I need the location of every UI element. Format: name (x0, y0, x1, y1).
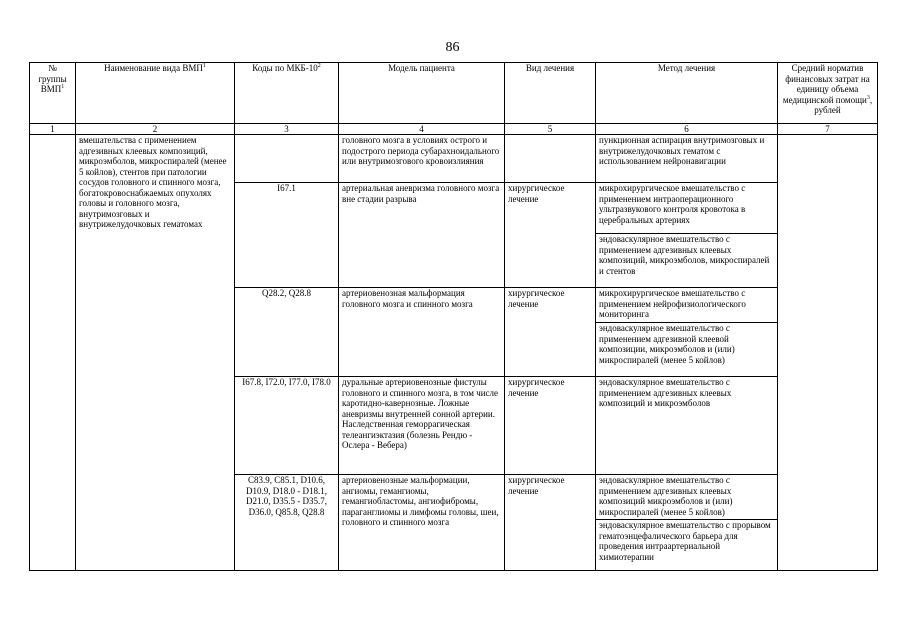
column-number: 2 (76, 124, 235, 135)
column-number: 1 (30, 124, 76, 135)
vmp-table (29, 62, 878, 571)
icd-codes-cell: C83.9, C85.1, D10.6, D10.9, D18.0 - D18.1, D21.0, D35.5 - D35.7, D36.0, Q85.8, Q28.8 (235, 475, 339, 571)
patient-model-cell: головного мозга в условиях острого и подострого периода субарахноидального или внутримозгового кровоизлияния (339, 135, 505, 183)
column-number: 6 (596, 124, 778, 135)
icd-codes-cell: Q28.2, Q28.8 (235, 288, 339, 377)
column-number-row (30, 124, 878, 135)
method-item: эндоваскулярное вмешательство с применением адгезивных клеевых композиций микроэмболов и (или) микроспиралей (менее 5 койлов) (596, 475, 777, 520)
header-cost-standard: Средний норматив финансовых затрат на единицу объема медицинской помощи$^3$, рублей (778, 63, 878, 124)
patient-model-cell: артериовенозные мальформации, ангиомы, гемангиомы, гемангиобластомы, ангиофибромы, параганглиомы и лимфомы головы, шеи, головного и спинного мозга (339, 475, 505, 571)
icd-codes-cell (235, 135, 339, 183)
column-number: 5 (505, 124, 596, 135)
method-item: эндоваскулярное вмешательство с прорывом гематоэнцефалического барьера для проведения интраартериальной химиотерапии (599, 520, 771, 562)
method-item: пункционная аспирация внутримозговых и внутрижелудочковых гематом с использованием нейронавигации (599, 135, 765, 166)
vmp-name-cell: вмешательства с применением адгезивных клеевых композиций, микроэмболов, микроспиралей (менее 5 койлов), стентов при патологии сосудов головного и спинного мозга, богатокровоснабжаемых опухолях головы и головного мозга, внутримозговых и внутрижелудочковых гематомах (76, 135, 235, 571)
table-row (30, 135, 878, 183)
patient-model-cell: артериальная аневризма головного мозга вне стадии разрыва (339, 183, 505, 288)
patient-model-cell: артериовенозная мальформация головного мозга и спинного мозга (339, 288, 505, 377)
header-treatment-type: Вид лечения (505, 63, 596, 124)
method-item: микрохирургическое вмешательство с применением нейрофизиологического мониторинга (596, 288, 777, 323)
icd-codes-cell: I67.8, I72.0, I77.0, I78.0 (235, 377, 339, 475)
header-icd-codes: Коды по МКБ-$10^2$ (235, 63, 339, 124)
treatment-method-cell (596, 377, 778, 475)
method-item: микрохирургическое вмешательство с применением интраоперационного ультразвукового контроля кровотока в церебральных артериях (596, 183, 777, 234)
group-number-cell (30, 135, 76, 571)
treatment-type-cell: хирургическое лечение (505, 377, 596, 475)
page-number: 86 (445, 40, 460, 55)
column-number: 7 (778, 124, 878, 135)
treatment-method-cell (596, 475, 778, 571)
header-treatment-method: Метод лечения (596, 63, 778, 124)
treatment-type-cell: хирургическое лечение (505, 288, 596, 377)
column-number: 3 (235, 124, 339, 135)
icd-codes-cell: I67.1 (235, 183, 339, 288)
treatment-type-cell: хирургическое лечение (505, 475, 596, 571)
header-row (30, 63, 878, 124)
header-group-number: № группы ВМП$^1$ (30, 63, 76, 124)
header-vmp-name: Наименование вида ВМП$^1$ (76, 63, 235, 124)
patient-model-cell: дуральные артериовенозные фистулы головного и спинного мозга, в том числе каротидно-кавернозные. Ложные аневризмы внутренней сонной артерии. Наследственная геморрагическая телеангиэктазия (болезнь Рендю - Ослера - Вебера) (339, 377, 505, 475)
treatment-method-cell (596, 288, 778, 377)
treatment-type-cell (505, 135, 596, 183)
method-item: эндоваскулярное вмешательство с применением адгезивной клеевой композиции, микроэмболов и (или) микроспиралей (менее 5 койлов) (599, 323, 735, 365)
method-item: эндоваскулярное вмешательство с применением адгезивных клеевых композиций и микроэмболов (599, 377, 732, 408)
column-number: 4 (339, 124, 505, 135)
treatment-method-cell (596, 135, 778, 183)
header-patient-model: Модель пациента (339, 63, 505, 124)
treatment-type-cell: хирургическое лечение (505, 183, 596, 288)
method-item: эндоваскулярное вмешательство с применением адгезивных клеевых композиций, микроэмболов, микроспиралей и стентов (599, 234, 770, 276)
treatment-method-cell (596, 183, 778, 288)
cost-standard-cell (778, 135, 878, 571)
